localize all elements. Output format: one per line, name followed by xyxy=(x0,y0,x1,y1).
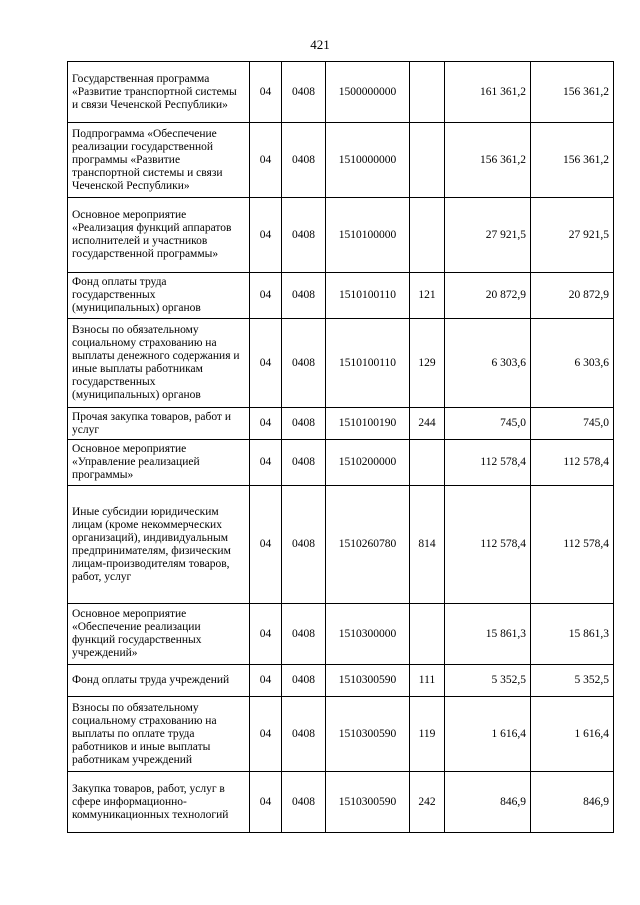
row-target-article-cell: 1510300590 xyxy=(326,772,410,833)
row-gr-cell: 04 xyxy=(250,772,282,833)
row-name-cell: Фонд оплаты труда государственных (муниципальных) органов xyxy=(68,273,250,319)
row-name-cell: Основное мероприятие «Обеспечение реализации функций государственных учреждений» xyxy=(68,604,250,665)
row-amount-2-cell: 156 361,2 xyxy=(531,62,614,123)
row-section-cell: 0408 xyxy=(282,408,326,440)
row-amount-1-cell: 745,0 xyxy=(445,408,531,440)
row-amount-1-cell: 161 361,2 xyxy=(445,62,531,123)
row-amount-1-cell: 27 921,5 xyxy=(445,198,531,273)
row-target-article-cell: 1510100000 xyxy=(326,198,410,273)
row-section-cell: 0408 xyxy=(282,198,326,273)
row-name-cell: Государственная программа «Развитие транспортной системы и связи Чеченской Республики» xyxy=(68,62,250,123)
table-row xyxy=(68,665,614,697)
row-amount-2-cell: 112 578,4 xyxy=(531,440,614,486)
row-amount-2-cell: 112 578,4 xyxy=(531,486,614,604)
row-amount-2-cell: 6 303,6 xyxy=(531,319,614,408)
row-gr-cell: 04 xyxy=(250,319,282,408)
row-section-cell: 0408 xyxy=(282,62,326,123)
row-amount-1-cell: 15 861,3 xyxy=(445,604,531,665)
row-amount-2-cell: 15 861,3 xyxy=(531,604,614,665)
row-expense-type-cell: 121 xyxy=(410,273,445,319)
row-amount-1-cell: 6 303,6 xyxy=(445,319,531,408)
row-expense-type-cell xyxy=(410,198,445,273)
table-row xyxy=(68,123,614,198)
row-expense-type-cell: 111 xyxy=(410,665,445,697)
row-gr-cell: 04 xyxy=(250,198,282,273)
row-section-cell: 0408 xyxy=(282,665,326,697)
row-name-cell: Взносы по обязательному социальному страхованию на выплаты по оплате труда работников и иные выплаты работникам учреждений xyxy=(68,697,250,772)
row-section-cell: 0408 xyxy=(282,604,326,665)
row-gr-cell: 04 xyxy=(250,273,282,319)
row-name-cell: Основное мероприятие «Управление реализацией программы» xyxy=(68,440,250,486)
row-amount-1-cell: 156 361,2 xyxy=(445,123,531,198)
row-section-cell: 0408 xyxy=(282,772,326,833)
row-expense-type-cell: 242 xyxy=(410,772,445,833)
row-amount-1-cell: 112 578,4 xyxy=(445,486,531,604)
row-amount-1-cell: 1 616,4 xyxy=(445,697,531,772)
table-row xyxy=(68,440,614,486)
row-gr-cell: 04 xyxy=(250,440,282,486)
row-amount-1-cell: 846,9 xyxy=(445,772,531,833)
row-name-cell: Взносы по обязательному социальному страхованию на выплаты денежного содержания и иные выплаты работникам государственных (муниципальных) органов xyxy=(68,319,250,408)
row-target-article-cell: 1510100190 xyxy=(326,408,410,440)
row-gr-cell: 04 xyxy=(250,408,282,440)
row-target-article-cell: 1510300590 xyxy=(326,697,410,772)
row-section-cell: 0408 xyxy=(282,273,326,319)
table-row xyxy=(68,62,614,123)
budget-table xyxy=(67,61,614,833)
row-target-article-cell: 1510000000 xyxy=(326,123,410,198)
row-gr-cell: 04 xyxy=(250,604,282,665)
row-section-cell: 0408 xyxy=(282,486,326,604)
table-row xyxy=(68,604,614,665)
row-target-article-cell: 1510100110 xyxy=(326,319,410,408)
row-name-cell: Прочая закупка товаров, работ и услуг xyxy=(68,408,250,440)
row-expense-type-cell: 119 xyxy=(410,697,445,772)
row-section-cell: 0408 xyxy=(282,697,326,772)
row-expense-type-cell: 244 xyxy=(410,408,445,440)
row-name-cell: Основное мероприятие «Реализация функций аппаратов исполнителей и участников государственной программы» xyxy=(68,198,250,273)
table-row xyxy=(68,697,614,772)
row-amount-2-cell: 156 361,2 xyxy=(531,123,614,198)
row-expense-type-cell xyxy=(410,604,445,665)
row-name-cell: Закупка товаров, работ, услуг в сфере информационно-коммуникационных технологий xyxy=(68,772,250,833)
row-target-article-cell: 1510200000 xyxy=(326,440,410,486)
row-amount-1-cell: 112 578,4 xyxy=(445,440,531,486)
row-expense-type-cell: 129 xyxy=(410,319,445,408)
budget-table-body xyxy=(68,62,614,833)
row-target-article-cell: 1500000000 xyxy=(326,62,410,123)
page-number: 421 xyxy=(310,37,330,52)
row-expense-type-cell xyxy=(410,62,445,123)
row-amount-2-cell: 5 352,5 xyxy=(531,665,614,697)
table-row xyxy=(68,408,614,440)
row-amount-2-cell: 20 872,9 xyxy=(531,273,614,319)
row-name-cell: Подпрограмма «Обеспечение реализации государственной программы «Развитие транспортной системы и связи Чеченской Республики» xyxy=(68,123,250,198)
table-row xyxy=(68,772,614,833)
row-amount-2-cell: 27 921,5 xyxy=(531,198,614,273)
table-row xyxy=(68,273,614,319)
row-gr-cell: 04 xyxy=(250,486,282,604)
row-amount-1-cell: 20 872,9 xyxy=(445,273,531,319)
row-expense-type-cell xyxy=(410,123,445,198)
row-name-cell: Фонд оплаты труда учреждений xyxy=(68,665,250,697)
row-expense-type-cell: 814 xyxy=(410,486,445,604)
row-gr-cell: 04 xyxy=(250,697,282,772)
row-target-article-cell: 1510300000 xyxy=(326,604,410,665)
row-target-article-cell: 1510260780 xyxy=(326,486,410,604)
row-gr-cell: 04 xyxy=(250,62,282,123)
row-amount-2-cell: 1 616,4 xyxy=(531,697,614,772)
row-gr-cell: 04 xyxy=(250,665,282,697)
row-expense-type-cell xyxy=(410,440,445,486)
row-section-cell: 0408 xyxy=(282,319,326,408)
row-amount-2-cell: 846,9 xyxy=(531,772,614,833)
table-row xyxy=(68,486,614,604)
row-section-cell: 0408 xyxy=(282,123,326,198)
row-section-cell: 0408 xyxy=(282,440,326,486)
row-name-cell: Иные субсидии юридическим лицам (кроме некоммерческих организаций), индивидуальным предпринимателям, физическим лицам-производителям товаров, работ, услуг xyxy=(68,486,250,604)
row-target-article-cell: 1510300590 xyxy=(326,665,410,697)
table-row xyxy=(68,319,614,408)
row-gr-cell: 04 xyxy=(250,123,282,198)
row-amount-1-cell: 5 352,5 xyxy=(445,665,531,697)
row-amount-2-cell: 745,0 xyxy=(531,408,614,440)
table-row xyxy=(68,198,614,273)
row-target-article-cell: 1510100110 xyxy=(326,273,410,319)
